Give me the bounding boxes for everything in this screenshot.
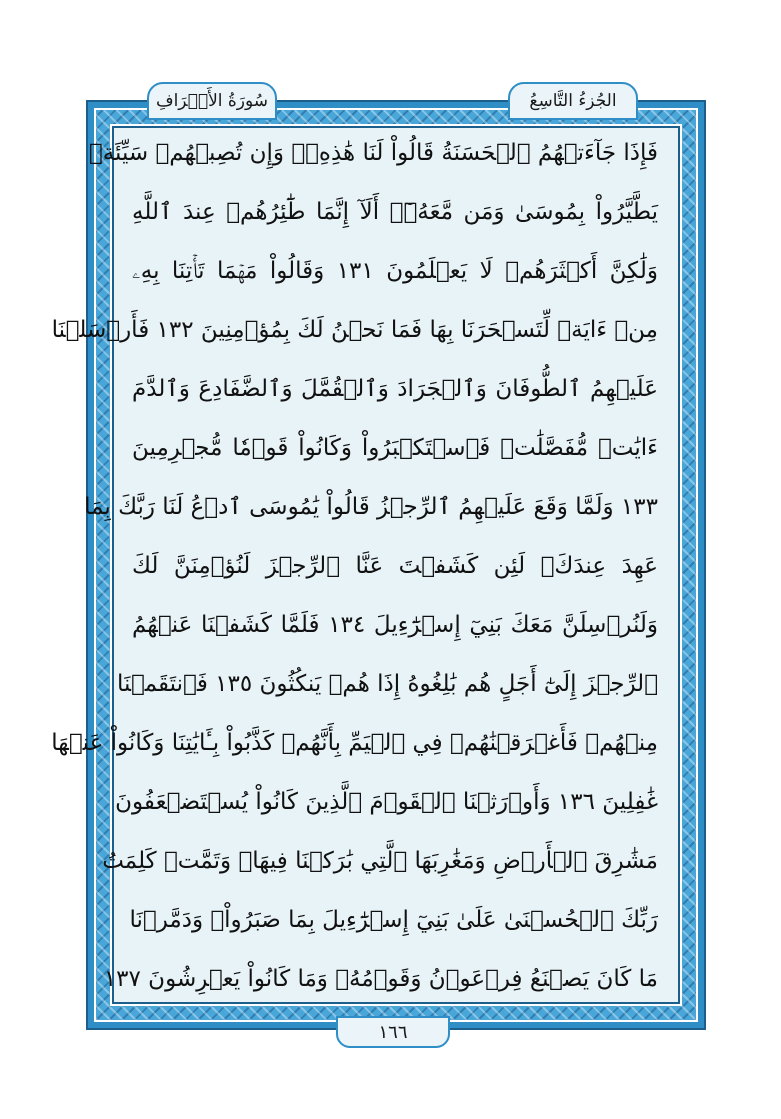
text-line: عَهِدَ عِندَكَۖ لَئِن كَشَفۡتَ عَنَّا ٱلرِّجۡزَ لَنُؤۡمِنَنَّ لَكَ xyxy=(132,553,658,579)
surah-name-header xyxy=(147,82,277,120)
text-line: مِنۡ ءَايَةٖ لِّتَسۡحَرَنَا بِهَا فَمَا نَحۡنُ لَكَ بِمُؤۡمِنِينَ ١٣٢ فَأَرۡسَلۡنَا xyxy=(51,317,658,343)
text-line: مَشَٰرِقَ ٱلۡأَرۡضِ وَمَغَٰرِبَهَا ٱلَّتِي بَٰرَكۡنَا فِيهَاۖ وَتَمَّتۡ كَلِمَتُ xyxy=(102,848,658,874)
text-line: مِنۡهُمۡ فَأَغۡرَقۡنَٰهُمۡ فِي ٱلۡيَمِّ بِأَنَّهُمۡ كَذَّبُواْ بِـَٔايَٰتِنَا وَكَانُواْ عَنۡهَا xyxy=(51,730,658,756)
text-line: وَلَنُرۡسِلَنَّ مَعَكَ بَنِيٓ إِسۡرَٰٓءِيلَ ١٣٤ فَلَمَّا كَشَفۡنَا عَنۡهُمُ xyxy=(132,612,659,638)
text-line: فَإِذَا جَآءَتۡهُمُ ٱلۡحَسَنَةُ قَالُواْ لَنَا هَٰذِهِۦۖ وَإِن تُصِبۡهُمۡ سَيِّئَةٞ xyxy=(88,140,658,166)
text-line: غَٰفِلِينَ ١٣٦ وَأَوۡرَثۡنَا ٱلۡقَوۡمَ ٱلَّذِينَ كَانُواْ يُسۡتَضۡعَفُونَ xyxy=(115,789,658,815)
text-line: ءَايَٰتٖ مُّفَصَّلَٰتٖ فَٱسۡتَكۡبَرُواْ وَكَانُواْ قَوۡمٗا مُّجۡرِمِينَ xyxy=(132,435,658,461)
text-line: مَا كَانَ يَصۡنَعُ فِرۡعَوۡنُ وَقَوۡمُهُۥ وَمَا كَانُواْ يَعۡرِشُونَ ١٣٧ xyxy=(103,966,658,992)
quran-text-body xyxy=(51,130,659,1010)
text-line: ٱلرِّجۡزَ إِلَىٰٓ أَجَلٍ هُم بَٰلِغُوهُ إِذَا هُمۡ يَنكُثُونَ ١٣٥ فَٱنتَقَمۡنَا xyxy=(117,671,658,697)
text-line: عَلَيۡهِمُ ٱلطُّوفَانَ وَٱلۡجَرَادَ وَٱلۡقُمَّلَ وَٱلضَّفَادِعَ وَٱلدَّمَ xyxy=(132,376,658,402)
text-line: ١٣٣ وَلَمَّا وَقَعَ عَلَيۡهِمُ ٱلرِّجۡزُ قَالُواْ يَٰمُوسَى ٱدۡعُ لَنَا رَبَّكَ بِمَا xyxy=(84,494,658,520)
text-line: وَلَٰكِنَّ أَكۡثَرَهُمۡ لَا يَعۡلَمُونَ ١٣١ وَقَالُواْ مَهۡمَا تَأۡتِنَا بِهِۦ xyxy=(132,258,658,284)
surah-name: سُورَةُ الأَعۡرَافِ xyxy=(155,91,269,111)
text-line: يَطَّيَّرُواْ بِمُوسَىٰ وَمَن مَّعَهُۥٓۗ أَلَآ إِنَّمَا طَٰٓئِرُهُمۡ عِندَ ٱللَّهِ xyxy=(132,199,658,225)
page-number-box xyxy=(336,1016,450,1048)
text-line: رَبِّكَ ٱلۡحُسۡنَىٰ عَلَىٰ بَنِيٓ إِسۡرَٰٓءِيلَ بِمَا صَبَرُواْۖ وَدَمَّرۡنَا xyxy=(129,907,658,933)
juz-name: الجُزءُ التَّاسِعُ xyxy=(529,91,617,111)
juz-name-header xyxy=(508,82,638,120)
page-number: ١٦٦ xyxy=(378,1021,408,1043)
